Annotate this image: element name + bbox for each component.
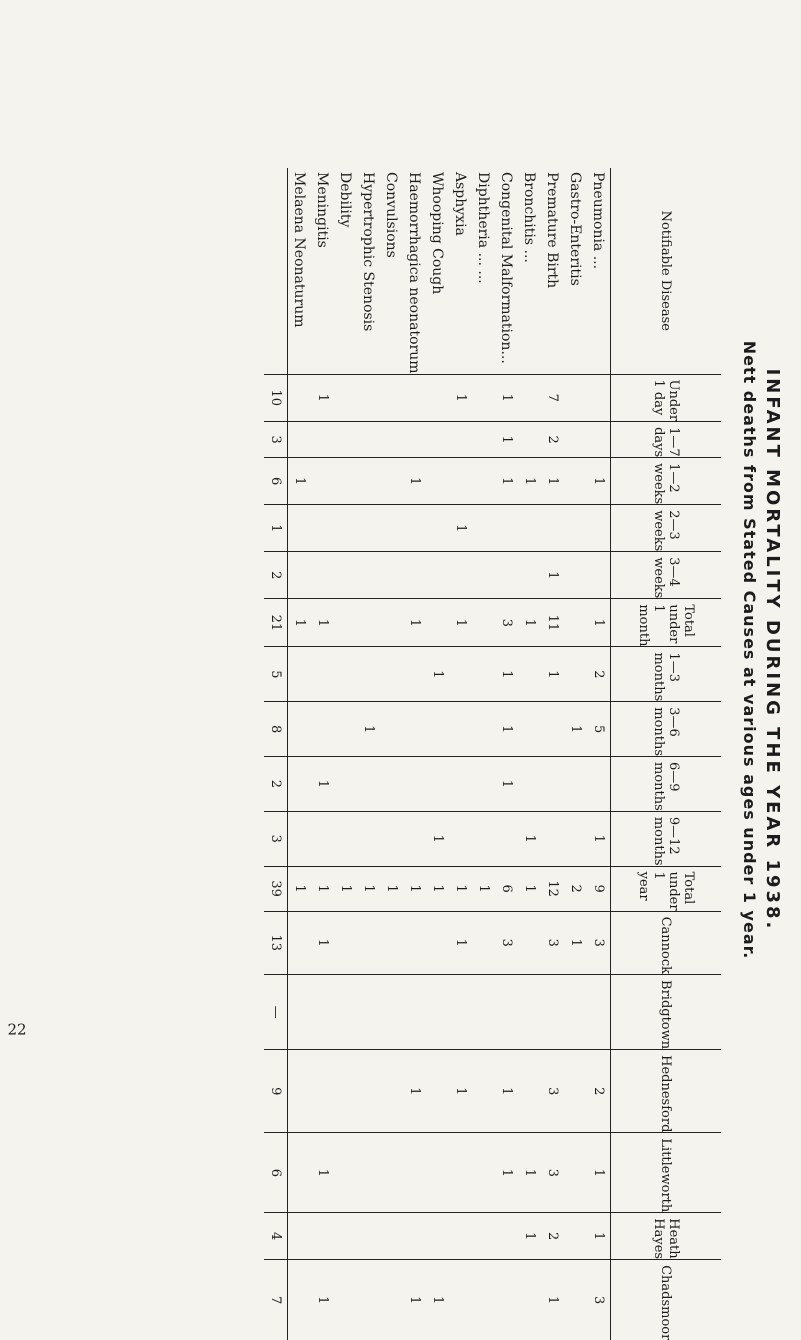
column-header: Total under 1 year	[611, 866, 722, 911]
table-cell: 1	[495, 374, 518, 422]
column-header: Heath Hayes	[611, 1213, 722, 1260]
table-row	[403, 168, 426, 1340]
table-cell: 1	[564, 911, 587, 974]
total-cell: 8	[264, 702, 288, 757]
table-cell	[288, 1133, 312, 1213]
table-cell	[357, 757, 380, 812]
table-cell	[288, 975, 312, 1050]
table-cell	[587, 505, 611, 552]
table-cell	[495, 811, 518, 866]
table-cell	[311, 1050, 334, 1133]
table-cell	[311, 552, 334, 599]
table-cell	[357, 1050, 380, 1133]
table-cell: 1	[541, 647, 564, 702]
table-cell	[518, 702, 541, 757]
table-cell	[541, 505, 564, 552]
table-cell	[311, 1213, 334, 1260]
table-cell	[472, 458, 495, 505]
table-cell	[564, 599, 587, 647]
table-cell: 1	[495, 458, 518, 505]
total-cell: 5	[264, 647, 288, 702]
table-cell	[380, 975, 403, 1050]
table-cell: 3	[587, 911, 611, 974]
table-cell: 2	[564, 866, 587, 911]
table-cell	[472, 811, 495, 866]
totals-label-blank	[264, 168, 288, 374]
table-cell: 1	[288, 866, 312, 911]
table-cell	[449, 458, 472, 505]
table-cell	[587, 975, 611, 1050]
table-cell: 7	[541, 374, 564, 422]
cause-label: Asphyxia	[452, 172, 469, 236]
table-cell	[426, 1050, 449, 1133]
table-cell: 1	[403, 1260, 426, 1340]
table-cell	[334, 811, 357, 866]
table-cell: 2	[541, 1213, 564, 1260]
page-title: INFANT MORTALITY DURING THE YEAR 1938.	[762, 368, 783, 932]
table-cell	[380, 505, 403, 552]
table-cell: 1	[357, 702, 380, 757]
table-cell: 1	[311, 1133, 334, 1213]
table-cell	[403, 811, 426, 866]
table-row	[449, 168, 472, 1340]
table-cell: 3	[541, 1050, 564, 1133]
table-cell: 1	[311, 866, 334, 911]
table-cell	[449, 757, 472, 812]
total-cell: —	[264, 975, 288, 1050]
table-cell	[357, 647, 380, 702]
column-header: 3—6 months	[611, 702, 722, 757]
table-row	[495, 168, 518, 1340]
table-cell: 1	[426, 1260, 449, 1340]
table-cell	[334, 552, 357, 599]
column-header: Littleworth	[611, 1133, 722, 1213]
table-cell	[357, 505, 380, 552]
table-cell: 2	[587, 647, 611, 702]
table-cell	[541, 757, 564, 812]
table-cell: 1	[311, 757, 334, 812]
table-cell: 1	[288, 458, 312, 505]
table-cell: 1	[449, 911, 472, 974]
total-cell: 39	[264, 866, 288, 911]
total-cell: 21	[264, 599, 288, 647]
table-cell	[311, 505, 334, 552]
table-cell	[426, 552, 449, 599]
table-cell	[403, 757, 426, 812]
table-cell	[564, 458, 587, 505]
table-cell	[311, 422, 334, 458]
table-cell	[518, 552, 541, 599]
total-cell: 6	[264, 1133, 288, 1213]
table-cell	[472, 505, 495, 552]
table-cell	[541, 811, 564, 866]
table-cell: 1	[288, 599, 312, 647]
table-cell	[334, 757, 357, 812]
table-cell	[472, 422, 495, 458]
total-cell: 2	[264, 552, 288, 599]
total-cell: 3	[264, 422, 288, 458]
table-cell: 1	[541, 552, 564, 599]
table-cell	[564, 422, 587, 458]
column-header: Cannock	[611, 911, 722, 974]
table-cell: 1	[495, 1133, 518, 1213]
table-cell: 6	[495, 866, 518, 911]
table-cell	[564, 647, 587, 702]
table-cell	[495, 505, 518, 552]
table-cell	[288, 552, 312, 599]
table-cell	[449, 552, 472, 599]
table-cell: 1	[495, 1050, 518, 1133]
table-cell	[472, 374, 495, 422]
table-cell: 1	[311, 1260, 334, 1340]
cause-label: Hypertrophic Stenosis	[360, 172, 377, 332]
table-cell	[334, 702, 357, 757]
table-cell	[518, 505, 541, 552]
table-cell	[380, 552, 403, 599]
table-cell	[334, 374, 357, 422]
table-cell	[357, 422, 380, 458]
table-cell: 1	[449, 599, 472, 647]
table-cell	[334, 911, 357, 974]
table-cell	[541, 975, 564, 1050]
table-cell	[288, 422, 312, 458]
table-cell	[518, 647, 541, 702]
total-cell: 4	[264, 1213, 288, 1260]
table-cell: 1	[518, 866, 541, 911]
total-cell: 7	[264, 1260, 288, 1340]
table-cell: 11	[541, 599, 564, 647]
column-header: Hednesford	[611, 1050, 722, 1133]
cause-label: Pneumonia ...	[590, 172, 607, 270]
table-cell	[472, 1213, 495, 1260]
table-cell	[564, 552, 587, 599]
table-row	[380, 168, 403, 1340]
table-cell: 1	[495, 422, 518, 458]
page-subtitle: Nett deaths from Stated Causes at various ages under 1 year.	[740, 340, 759, 960]
table-row	[426, 168, 449, 1340]
table-cell	[541, 702, 564, 757]
cause-label: Diphtheria ... ...	[475, 172, 492, 284]
cause-label: Congenital Malformation...	[498, 172, 515, 364]
table-cell: 1	[449, 374, 472, 422]
table-cell	[518, 422, 541, 458]
total-cell: 1	[264, 505, 288, 552]
table-cell	[357, 1133, 380, 1213]
table-cell: 1	[449, 866, 472, 911]
table-cell	[357, 911, 380, 974]
table-cell	[357, 811, 380, 866]
table-cell	[472, 1133, 495, 1213]
table-cell	[518, 1050, 541, 1133]
table-cell: 1	[449, 505, 472, 552]
table-cell	[518, 911, 541, 974]
table-cell	[380, 1133, 403, 1213]
table-cell	[426, 1213, 449, 1260]
table-cell: 5	[587, 702, 611, 757]
cause-label: Premature Birth	[544, 172, 561, 289]
table-cell	[426, 757, 449, 812]
table-cell	[426, 505, 449, 552]
table-cell: 1	[564, 702, 587, 757]
column-header: 2—3 weeks	[611, 505, 722, 552]
header-row	[611, 168, 722, 1340]
table-cell: 1	[495, 647, 518, 702]
table-cell: 1	[426, 811, 449, 866]
table-cell	[334, 1050, 357, 1133]
table-cell: 1	[472, 866, 495, 911]
table-cell	[380, 702, 403, 757]
column-header: Bridgtown	[611, 975, 722, 1050]
table-cell	[426, 702, 449, 757]
table-cell	[357, 1213, 380, 1260]
table-cell	[426, 1133, 449, 1213]
page-number: 22	[7, 1020, 27, 1039]
table-cell	[449, 647, 472, 702]
table-cell: 1	[311, 911, 334, 974]
table-cell	[564, 1050, 587, 1133]
table-cell	[288, 911, 312, 974]
table-row	[564, 168, 587, 1340]
table-cell	[518, 757, 541, 812]
table-cell	[403, 647, 426, 702]
table-cell: 2	[587, 1050, 611, 1133]
table-cell	[380, 374, 403, 422]
table-cell: 1	[587, 458, 611, 505]
table-cell: 1	[495, 757, 518, 812]
table-cell: 1	[403, 866, 426, 911]
table-cell	[472, 552, 495, 599]
cause-label: Meningitis	[314, 172, 331, 248]
table-cell	[564, 1213, 587, 1260]
table-cell	[334, 458, 357, 505]
table-cell	[380, 811, 403, 866]
table-cell: 1	[380, 866, 403, 911]
table-row	[357, 168, 380, 1340]
table-cell	[311, 647, 334, 702]
table-cell	[334, 1133, 357, 1213]
cause-label: Bronchitis ...	[521, 172, 538, 263]
table-cell	[426, 599, 449, 647]
column-header: Chadsmoor	[611, 1260, 722, 1340]
table-cell: 1	[518, 811, 541, 866]
column-header: 1—2 weeks	[611, 458, 722, 505]
table-cell	[587, 374, 611, 422]
table-cell: 1	[541, 1260, 564, 1340]
column-header: Under 1 day	[611, 374, 722, 422]
table-cell	[288, 702, 312, 757]
table-cell	[357, 552, 380, 599]
table-cell	[334, 505, 357, 552]
table-cell	[518, 975, 541, 1050]
table-cell	[564, 975, 587, 1050]
table-cell	[288, 811, 312, 866]
table-cell	[449, 422, 472, 458]
table-row	[472, 168, 495, 1340]
column-header: 3—4 weeks	[611, 552, 722, 599]
table-cell	[288, 374, 312, 422]
table-cell	[311, 811, 334, 866]
table-cell	[403, 911, 426, 974]
table-cell	[403, 505, 426, 552]
table-cell: 1	[518, 1133, 541, 1213]
table-cell	[587, 422, 611, 458]
table-cell	[495, 552, 518, 599]
table-cell	[495, 1213, 518, 1260]
table-cell	[380, 1050, 403, 1133]
table-cell: 1	[518, 458, 541, 505]
table-cell	[472, 757, 495, 812]
table-cell: 1	[518, 1213, 541, 1260]
table-cell	[518, 374, 541, 422]
table-cell	[380, 757, 403, 812]
table-cell	[357, 458, 380, 505]
table-cell	[403, 975, 426, 1050]
table-row	[587, 168, 611, 1340]
table-cell	[403, 374, 426, 422]
table-cell	[334, 599, 357, 647]
total-cell: 3	[264, 811, 288, 866]
table-cell: 1	[495, 702, 518, 757]
table-row	[311, 168, 334, 1340]
table-cell	[426, 458, 449, 505]
table-cell	[449, 1213, 472, 1260]
table-cell	[288, 1213, 312, 1260]
table-cell: 1	[334, 866, 357, 911]
table-cell	[380, 422, 403, 458]
table-cell: 1	[403, 599, 426, 647]
table-cell: 1	[449, 1050, 472, 1133]
table-cell	[472, 647, 495, 702]
table-cell: 1	[426, 647, 449, 702]
table-cell: 1	[541, 458, 564, 505]
table-cell: 12	[541, 866, 564, 911]
table-cell	[403, 1213, 426, 1260]
column-header: 1—7 days	[611, 422, 722, 458]
table-cell	[334, 1213, 357, 1260]
table-cell	[426, 911, 449, 974]
table-cell: 1	[587, 1133, 611, 1213]
table-cell	[288, 505, 312, 552]
column-header: 6—9 months	[611, 757, 722, 812]
table-cell	[495, 975, 518, 1050]
table-cell	[449, 1133, 472, 1213]
table-cell	[288, 757, 312, 812]
table-cell	[380, 911, 403, 974]
table-cell	[587, 757, 611, 812]
table-cell	[288, 647, 312, 702]
total-cell: 10	[264, 374, 288, 422]
table-cell	[403, 422, 426, 458]
table-cell	[334, 422, 357, 458]
table-cell	[587, 552, 611, 599]
total-cell: 9	[264, 1050, 288, 1133]
cause-label: Whooping Cough	[429, 172, 446, 295]
table-cell: 3	[541, 911, 564, 974]
table-cell	[449, 702, 472, 757]
table-cell	[357, 975, 380, 1050]
table-cell: 3	[495, 911, 518, 974]
table-cell	[564, 1133, 587, 1213]
table-cell	[472, 975, 495, 1050]
table-cell	[564, 757, 587, 812]
table-cell	[472, 911, 495, 974]
table-row	[288, 168, 312, 1340]
table-cell: 1	[426, 866, 449, 911]
table-cell	[449, 975, 472, 1050]
table-cell: 1	[357, 866, 380, 911]
column-header: 1—3 months	[611, 647, 722, 702]
table-cell	[380, 647, 403, 702]
table-cell	[403, 702, 426, 757]
table-cell	[403, 552, 426, 599]
table-cell: 1	[587, 811, 611, 866]
table-cell: 3	[541, 1133, 564, 1213]
total-cell: 6	[264, 458, 288, 505]
cause-label: Gastro-Enteritis	[567, 172, 584, 286]
table-cell: 1	[403, 1050, 426, 1133]
table-cell	[311, 702, 334, 757]
header-notifiable-disease: Notifiable Disease	[611, 168, 722, 374]
column-header: Total under 1 month	[611, 599, 722, 647]
table-cell	[288, 1050, 312, 1133]
table-cell	[311, 458, 334, 505]
table-row	[518, 168, 541, 1340]
table-cell	[426, 374, 449, 422]
table-cell: 1	[587, 599, 611, 647]
table-cell	[472, 1050, 495, 1133]
cause-label: Convulsions	[383, 172, 400, 258]
table-cell	[334, 975, 357, 1050]
mortality-table	[264, 168, 721, 1340]
table-cell: 2	[541, 422, 564, 458]
table-cell: 1	[587, 1213, 611, 1260]
table-cell	[449, 811, 472, 866]
table-cell	[357, 374, 380, 422]
total-cell: 2	[264, 757, 288, 812]
totals-row	[264, 168, 288, 1340]
cause-label: Melaena Neonaturum	[291, 172, 308, 328]
table-cell	[334, 647, 357, 702]
cause-label: Haemorrhagica neonatorum	[406, 172, 423, 374]
table-cell	[564, 374, 587, 422]
table-cell: 1	[311, 374, 334, 422]
table-cell	[403, 1133, 426, 1213]
column-header: 9—12 months	[611, 811, 722, 866]
table-cell	[311, 975, 334, 1050]
table-cell	[380, 599, 403, 647]
table-cell: 1	[311, 599, 334, 647]
table-cell	[564, 505, 587, 552]
table-row	[541, 168, 564, 1340]
table-cell	[357, 599, 380, 647]
cause-label: Debility	[337, 172, 354, 228]
table-cell: 3	[587, 1260, 611, 1340]
table-cell: 9	[587, 866, 611, 911]
table-cell	[426, 975, 449, 1050]
table-cell	[426, 422, 449, 458]
table-row	[334, 168, 357, 1340]
total-cell: 13	[264, 911, 288, 974]
table-cell	[380, 458, 403, 505]
table-cell: 3	[495, 599, 518, 647]
table-cell	[564, 811, 587, 866]
table-cell	[472, 702, 495, 757]
table-cell: 1	[518, 599, 541, 647]
table-cell	[472, 599, 495, 647]
table-cell	[380, 1213, 403, 1260]
table-cell: 1	[403, 458, 426, 505]
